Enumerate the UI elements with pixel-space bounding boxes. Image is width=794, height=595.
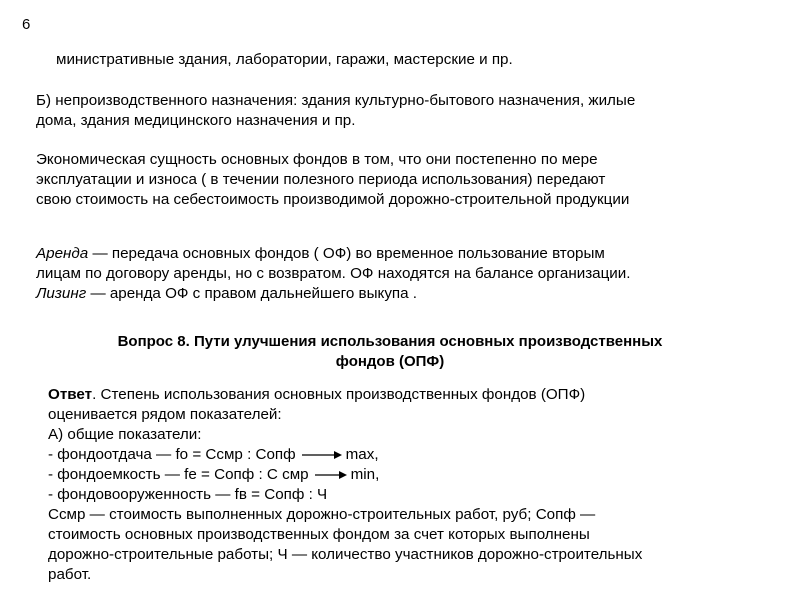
question-heading xyxy=(40,332,740,372)
text-line: Экономическая сущность основных фондов в том, что они постепенно по мере xyxy=(36,151,598,168)
text-line: министративные здания, лаборатории, гаражи, мастерские и пр. xyxy=(56,51,513,68)
text-line: лицам по договору аренды, но с возвратом. ОФ находятся на балансе организации. xyxy=(36,265,631,282)
formula-capital-productivity xyxy=(48,445,642,465)
text-line: эксплуатации и износа ( в течении полезного периода использования) передают xyxy=(36,171,606,188)
formula-text: - фондоемкость — fе = Сопф : С смр xyxy=(48,466,309,483)
formula-target: min, xyxy=(350,466,380,483)
answer-label: Ответ xyxy=(48,386,93,403)
paragraph-building-types xyxy=(56,50,513,70)
arrow-right-icon xyxy=(315,470,347,480)
text-line: дорожно-строительные работы; Ч — количество участников дорожно-строительных xyxy=(48,546,643,563)
arrow-right-icon xyxy=(302,450,342,460)
answer-intro: . Степень использования основных производственных фондов (ОПФ) xyxy=(92,386,586,403)
text-line xyxy=(48,385,642,405)
formula-target: max, xyxy=(345,446,379,463)
text-line: свою стоимость на себестоимость производимой дорожно-строительной продукции xyxy=(36,191,630,208)
lease-definition: — передача основных фондов ( ОФ) во временное пользование вторым xyxy=(88,245,605,262)
paragraph-non-production xyxy=(36,91,635,131)
formula-text: - фондоотдача — fо = Ссмр : Сопф xyxy=(48,446,296,463)
formula-capital-ratio: - фондовооруженность — fв = Сопф : Ч xyxy=(48,486,328,503)
formula-capital-intensity xyxy=(48,465,642,485)
text-line: работ. xyxy=(48,566,92,583)
text-line: Ссмр — стоимость выполненных дорожно-строительных работ, руб; Сопф — xyxy=(48,506,596,523)
text-line: А) общие показатели: xyxy=(48,426,202,443)
page-number: 6 xyxy=(22,16,31,33)
leasing-definition: — аренда ОФ с правом дальнейшего выкупа . xyxy=(86,285,418,302)
text-line xyxy=(36,284,631,304)
text-line: стоимость основных производственных фондом за счет которых выполнены xyxy=(48,526,590,543)
paragraph-economic-essence xyxy=(36,150,629,210)
question-line: Вопрос 8. Пути улучшения использования основных производственных xyxy=(117,333,663,350)
text-line: Б) непроизводственного назначения: здания культурно-бытового назначения, жилые xyxy=(36,92,636,109)
text-line xyxy=(36,244,631,264)
paragraph-lease-leasing xyxy=(36,244,631,304)
term-leasing: Лизинг xyxy=(36,285,87,302)
text-line: оценивается рядом показателей: xyxy=(48,406,282,423)
answer-block xyxy=(48,385,642,585)
term-lease: Аренда xyxy=(36,245,89,262)
text-line: дома, здания медицинского назначения и пр. xyxy=(36,112,356,129)
question-line: фондов (ОПФ) xyxy=(335,353,445,370)
